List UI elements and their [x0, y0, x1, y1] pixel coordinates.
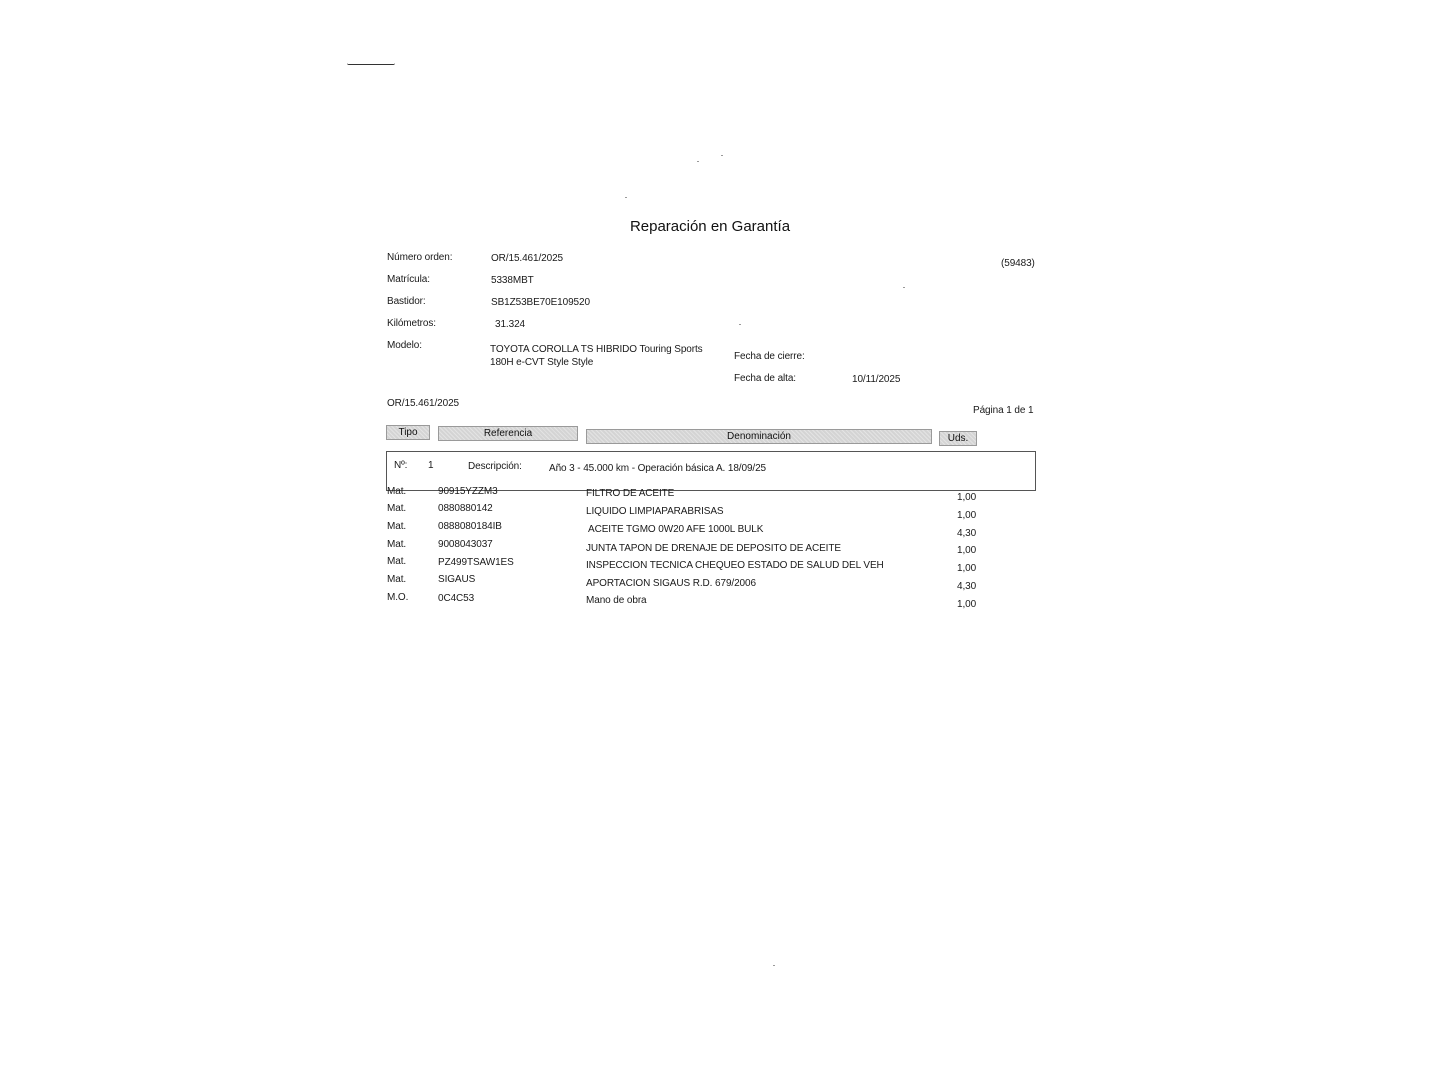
numero-orden-value: OR/15.461/2025 [491, 253, 563, 264]
row-uds: 4,30 [957, 581, 977, 592]
row-referencia: 0880880142 [438, 503, 493, 514]
fecha-cierre-label: Fecha de cierre: [734, 351, 805, 362]
scan-mark [347, 61, 395, 65]
row-uds: 1,00 [957, 492, 977, 503]
matricula-value: 5338MBT [491, 275, 534, 286]
row-denominacion: ACEITE TGMO 0W20 AFE 1000L BULK [588, 524, 764, 535]
row-uds: 1,00 [957, 545, 977, 556]
order-code: (59483) [1001, 258, 1035, 269]
document-title: Reparación en Garantía [629, 218, 791, 235]
row-referencia: PZ499TSAW1ES [438, 557, 514, 568]
row-denominacion: APORTACION SIGAUS R.D. 679/2006 [586, 578, 756, 589]
modelo-value-line2: 180H e-CVT Style Style [490, 357, 594, 368]
scan-speck [625, 197, 627, 198]
matricula-label: Matrícula: [387, 274, 430, 285]
bastidor-label: Bastidor: [387, 296, 426, 307]
operation-number-value: 1 [428, 460, 434, 471]
operation-description-label: Descripción: [468, 461, 522, 472]
row-referencia: 0C4C53 [438, 593, 475, 604]
row-denominacion: FILTRO DE ACEITE [586, 488, 675, 499]
row-tipo: Mat. [387, 556, 407, 567]
row-uds: 1,00 [957, 563, 977, 574]
scan-speck [697, 161, 699, 162]
row-referencia: 9008043037 [438, 539, 493, 550]
scan-speck [773, 965, 775, 966]
scan-speck [903, 287, 905, 288]
scan-speck [739, 324, 741, 325]
column-header-referencia: Referencia [438, 426, 578, 441]
row-denominacion: INSPECCION TECNICA CHEQUEO ESTADO DE SALUD DEL VEH [586, 560, 884, 571]
row-tipo: M.O. [387, 592, 409, 603]
bastidor-value: SB1Z53BE70E109520 [491, 297, 590, 308]
column-header-tipo: Tipo [386, 425, 430, 440]
row-denominacion: LIQUIDO LIMPIAPARABRISAS [586, 506, 724, 517]
row-tipo: Mat. [387, 574, 407, 585]
row-referencia: 90915YZZM3 [438, 486, 498, 497]
row-tipo: Mat. [387, 539, 407, 550]
operation-description-value: Año 3 - 45.000 km - Operación básica A. 18/09/25 [549, 463, 767, 474]
row-denominacion: Mano de obra [586, 595, 647, 606]
row-tipo: Mat. [387, 486, 407, 497]
kilometros-label: Kilómetros: [387, 318, 436, 329]
row-uds: 1,00 [957, 510, 977, 521]
modelo-label: Modelo: [387, 340, 422, 351]
row-uds: 1,00 [957, 599, 977, 610]
fecha-alta-label: Fecha de alta: [734, 373, 796, 384]
modelo-value-line1: TOYOTA COROLLA TS HIBRIDO Touring Sports [490, 344, 703, 355]
column-header-denominacion: Denominación [586, 429, 932, 444]
kilometros-value: 31.324 [495, 319, 525, 330]
row-referencia: 0888080184IB [438, 521, 502, 532]
row-tipo: Mat. [387, 503, 407, 514]
numero-orden-label: Número orden: [387, 252, 453, 263]
operation-number-label: Nº: [394, 460, 408, 471]
fecha-alta-value: 10/11/2025 [852, 374, 901, 385]
scan-speck [721, 155, 723, 156]
row-referencia: SIGAUS [438, 574, 476, 585]
row-tipo: Mat. [387, 521, 407, 532]
row-denominacion: JUNTA TAPON DE DRENAJE DE DEPOSITO DE ACEITE [586, 543, 841, 554]
order-reference: OR/15.461/2025 [387, 398, 459, 409]
page-number: Página 1 de 1 [973, 405, 1034, 416]
row-uds: 4,30 [957, 528, 977, 539]
column-header-uds: Uds. [939, 431, 977, 446]
